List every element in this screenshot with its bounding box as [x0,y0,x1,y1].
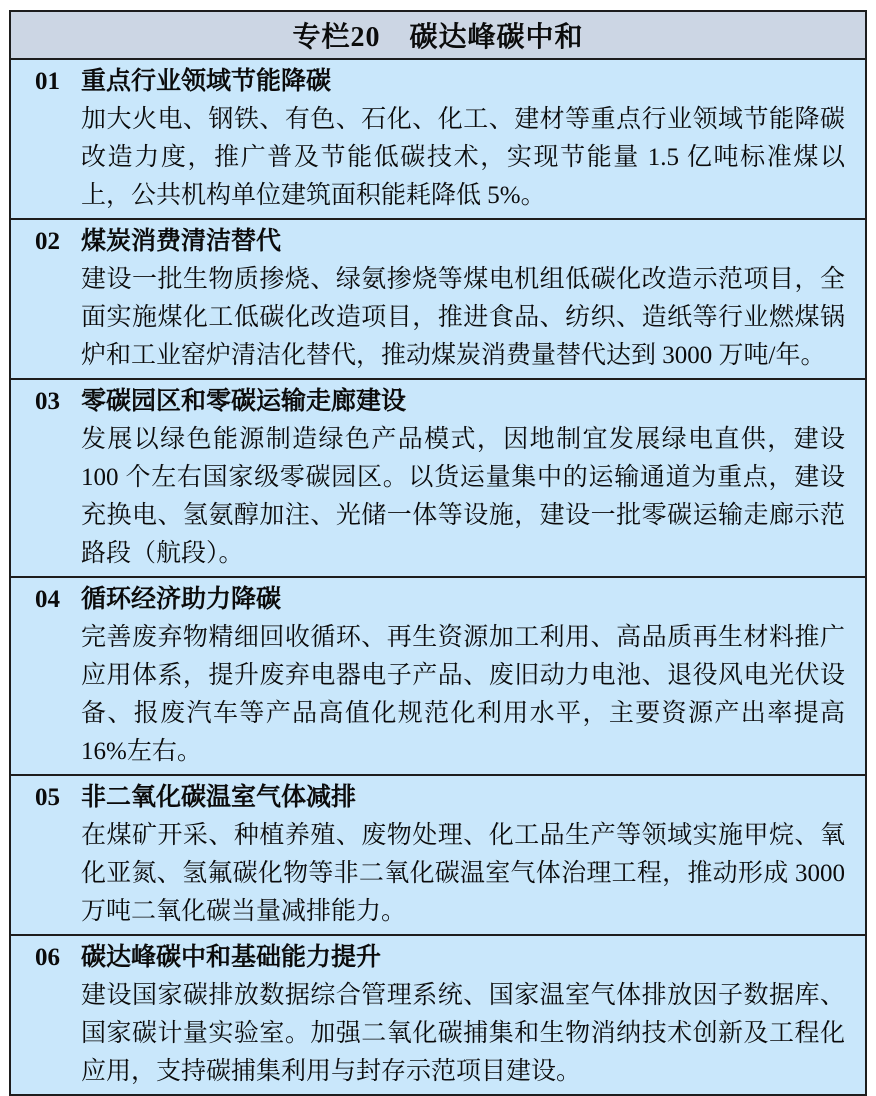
section-row [11,934,865,1094]
section-body: 建设国家碳排放数据综合管理系统、国家温室气体排放因子数据库、国家碳计量实验室。加强二氧化碳捕集和生物消纳技术创新及工程化应用，支持碳捕集利用与封存示范项目建设。 [81,982,845,1085]
panel-title: 专栏20 碳达峰碳中和 [292,22,584,53]
section-number: 05 [35,784,60,811]
section-title: 煤炭消费清洁替代 [81,228,282,255]
section-heading [35,383,845,421]
section-title: 碳达峰碳中和基础能力提升 [81,944,382,971]
section-number: 06 [35,944,60,971]
section-heading [35,779,845,817]
section-number: 03 [35,388,60,415]
section-title: 非二氧化碳温室气体减排 [81,784,357,811]
section-title: 重点行业领域节能降碳 [81,68,332,95]
section-row [11,378,865,576]
feature-box-carbon-panel [9,10,867,1096]
section-title: 循环经济助力降碳 [81,586,282,613]
section-body: 发展以绿色能源制造绿色产品模式，因地制宜发展绿电直供，建设 100 个左右国家级零碳园区。以货运量集中的运输通道为重点，建设充换电、氢氨醇加注、光储一体等设施，建设一批零碳运输走廊示范路段（航段）。 [81,426,845,567]
section-heading [35,581,845,619]
section-body: 完善废弃物精细回收循环、再生资源加工利用、高品质再生材料推广应用体系，提升废弃电器电子产品、废旧动力电池、退役风电光伏设备、报废汽车等产品高值化规范化利用水平，主要资源产出率提高 16%左右。 [81,624,845,765]
section-number: 02 [35,228,60,255]
section-body: 在煤矿开采、种植养殖、废物处理、化工品生产等领域实施甲烷、氧化亚氮、氢氟碳化物等非二氧化碳温室气体治理工程，推动形成 3000 万吨二氧化碳当量减排能力。 [81,822,845,925]
section-row [11,58,865,218]
section-number: 01 [35,68,60,95]
panel-header [11,12,865,58]
section-heading [35,63,845,101]
section-title: 零碳园区和零碳运输走廊建设 [81,388,407,415]
section-heading [35,223,845,261]
section-number: 04 [35,586,60,613]
section-body: 加大火电、钢铁、有色、石化、化工、建材等重点行业领域节能降碳改造力度，推广普及节能低碳技术，实现节能量 1.5 亿吨标准煤以上，公共机构单位建筑面积能耗降低 5%。 [81,106,845,209]
section-row [11,576,865,774]
section-row [11,218,865,378]
section-heading [35,939,845,977]
section-row [11,774,865,934]
section-body: 建设一批生物质掺烧、绿氨掺烧等煤电机组低碳化改造示范项目，全面实施煤化工低碳化改造项目，推进食品、纺织、造纸等行业燃煤锅炉和工业窑炉清洁化替代，推动煤炭消费量替代达到 3000 万吨/年。 [81,266,845,369]
